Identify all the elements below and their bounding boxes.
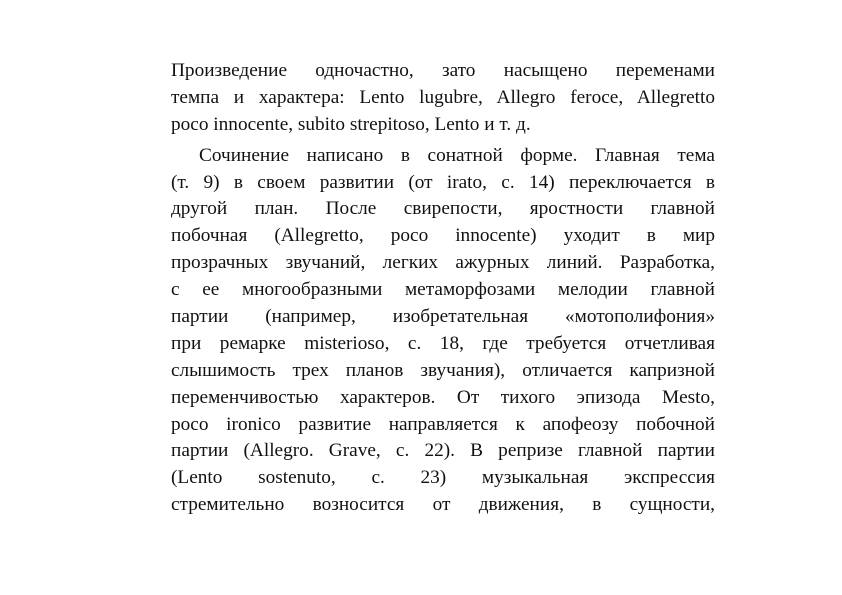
paragraph-1 (171, 58, 715, 139)
text-line: партии (Allegro. Grave, с. 22). В репризе главной партии (171, 440, 715, 462)
text-line: побочная (Allegretto, poco innocente) уходит в мир (171, 225, 715, 247)
text-line: (Lento sostenuto, с. 23) музыкальная экспрессия (171, 467, 715, 489)
text-line: poco innocente, subito strepitoso, Lento и т. д. (171, 113, 531, 135)
text-line: темпа и характера: Lento lugubre, Allegro feroce, Allegretto (171, 86, 715, 108)
text-line: стремительно возносится от движения, в сущности, (171, 494, 715, 516)
text-line: Сочинение написано в сонатной форме. Главная тема (199, 144, 715, 166)
text-line: при ремарке misterioso, с. 18, где требуется отчетливая (171, 332, 715, 354)
text-line: с ее многообразными метаморфозами мелодии главной (171, 279, 715, 301)
text-line: другой план. После свирепости, яростности главной (171, 198, 715, 220)
text-line: переменчивостью характеров. От тихого эпизода Mesto, (171, 386, 715, 408)
text-line: (т. 9) в своем развитии (от irato, с. 14) переключается в (171, 171, 715, 193)
text-line: партии (например, изобретательная «мотополифония» (171, 306, 715, 328)
text-line: слышимость трех планов звучания), отличается капризной (171, 359, 715, 381)
body-text (171, 58, 715, 519)
paragraph-2 (171, 143, 715, 519)
text-line: poco ironico развитие направляется к апофеозу побочной (171, 413, 715, 435)
text-line: прозрачных звучаний, легких ажурных линий. Разработка, (171, 252, 715, 274)
text-line: Произведение одночастно, зато насыщено переменами (171, 60, 715, 81)
